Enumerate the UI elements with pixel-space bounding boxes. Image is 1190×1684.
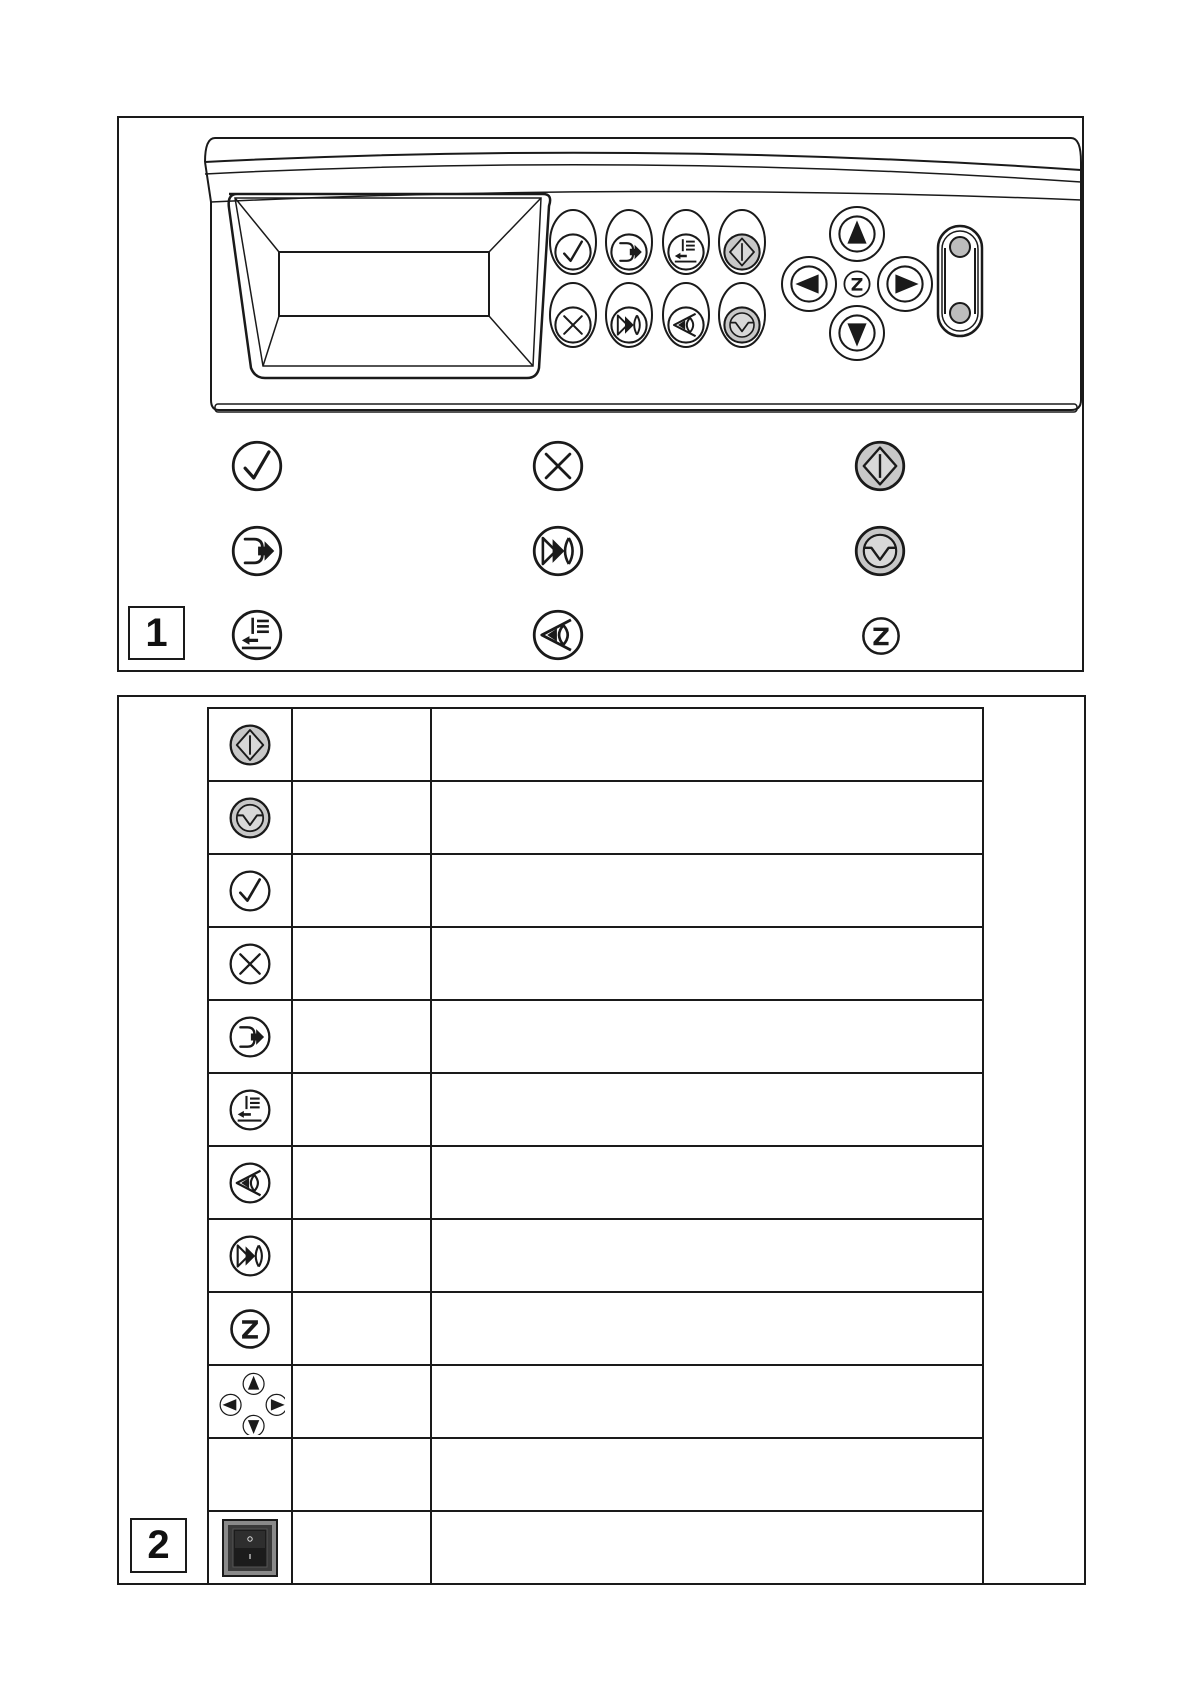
skip-forward-icon [228,1234,272,1278]
table-cell-name [292,708,431,781]
table-cell-name [292,1219,431,1292]
figure-1-number: 1 [128,606,185,660]
legend-cancel-icon [531,439,585,493]
panel-exit-button[interactable] [609,232,649,272]
panel-stop-button[interactable] [722,305,762,345]
stop-icon [228,796,272,840]
table-row [208,1073,983,1146]
table-cell-description [431,1219,983,1292]
panel-back-button[interactable] [666,305,706,345]
table-row [208,708,983,781]
panel-start-button[interactable] [722,232,762,272]
table-cell-name [292,1292,431,1365]
table-row [208,1365,983,1438]
panel-menu-button[interactable] [666,232,706,272]
table-cell-name [292,1365,431,1438]
menu-icon [228,1088,272,1132]
table-cell-empty-icon [208,1438,292,1511]
panel-check-button[interactable] [553,232,593,272]
table-row [208,854,983,927]
table-cell-description [431,1365,983,1438]
table-cell-description [431,854,983,927]
table-cell-description [431,1511,983,1584]
legend-exit-icon [230,524,284,578]
panel-arrow-down-button[interactable] [837,313,877,353]
table-cell-name [292,781,431,854]
table-cell-name [292,1511,431,1584]
panel-arrow-up-button[interactable] [837,214,877,254]
table-cell-description [431,781,983,854]
table-cell-description [431,1438,983,1511]
legend-menu-icon [230,608,284,662]
panel-z-button[interactable] [842,269,872,299]
figure-2-number: 2 [130,1518,187,1573]
cancel-icon [228,942,272,986]
legend-z-icon [860,615,902,657]
exit-icon [228,1015,272,1059]
table-cell-description [431,1073,983,1146]
table-cell-name [292,1438,431,1511]
key-table [207,707,984,1585]
table-cell-name [292,927,431,1000]
table-row [208,1146,983,1219]
table-row [208,1511,983,1584]
table-row [208,1000,983,1073]
table-cell-description [431,927,983,1000]
table-cell-name [292,1073,431,1146]
table-row [208,927,983,1000]
arrow-keys-icon [215,1369,285,1435]
panel-arrow-right-button[interactable] [885,264,925,304]
table-row [208,1438,983,1511]
table-row [208,781,983,854]
control-panel-drawing [119,118,1082,670]
table-row [208,1219,983,1292]
legend-skip-forward-icon [531,524,585,578]
power-switch-icon [222,1519,278,1577]
table-row [208,1292,983,1365]
table-cell-description [431,1292,983,1365]
legend-start-icon [853,439,907,493]
table-cell-name [292,1000,431,1073]
back-icon [228,1161,272,1205]
panel-arrow-left-button[interactable] [789,264,829,304]
table-cell-description [431,1000,983,1073]
start-icon [228,723,272,767]
table-cell-name [292,1146,431,1219]
figure-2-frame [117,695,1086,1585]
indicator-lights [950,237,970,323]
z-icon [228,1307,272,1351]
table-cell-description [431,708,983,781]
panel-skip-forward-button[interactable] [609,305,649,345]
legend-back-icon [531,608,585,662]
figure-1-frame [117,116,1084,672]
table-cell-name [292,854,431,927]
check-icon [228,869,272,913]
panel-cancel-button[interactable] [553,305,593,345]
legend-check-icon [230,439,284,493]
legend-stop-icon [853,524,907,578]
table-cell-description [431,1146,983,1219]
